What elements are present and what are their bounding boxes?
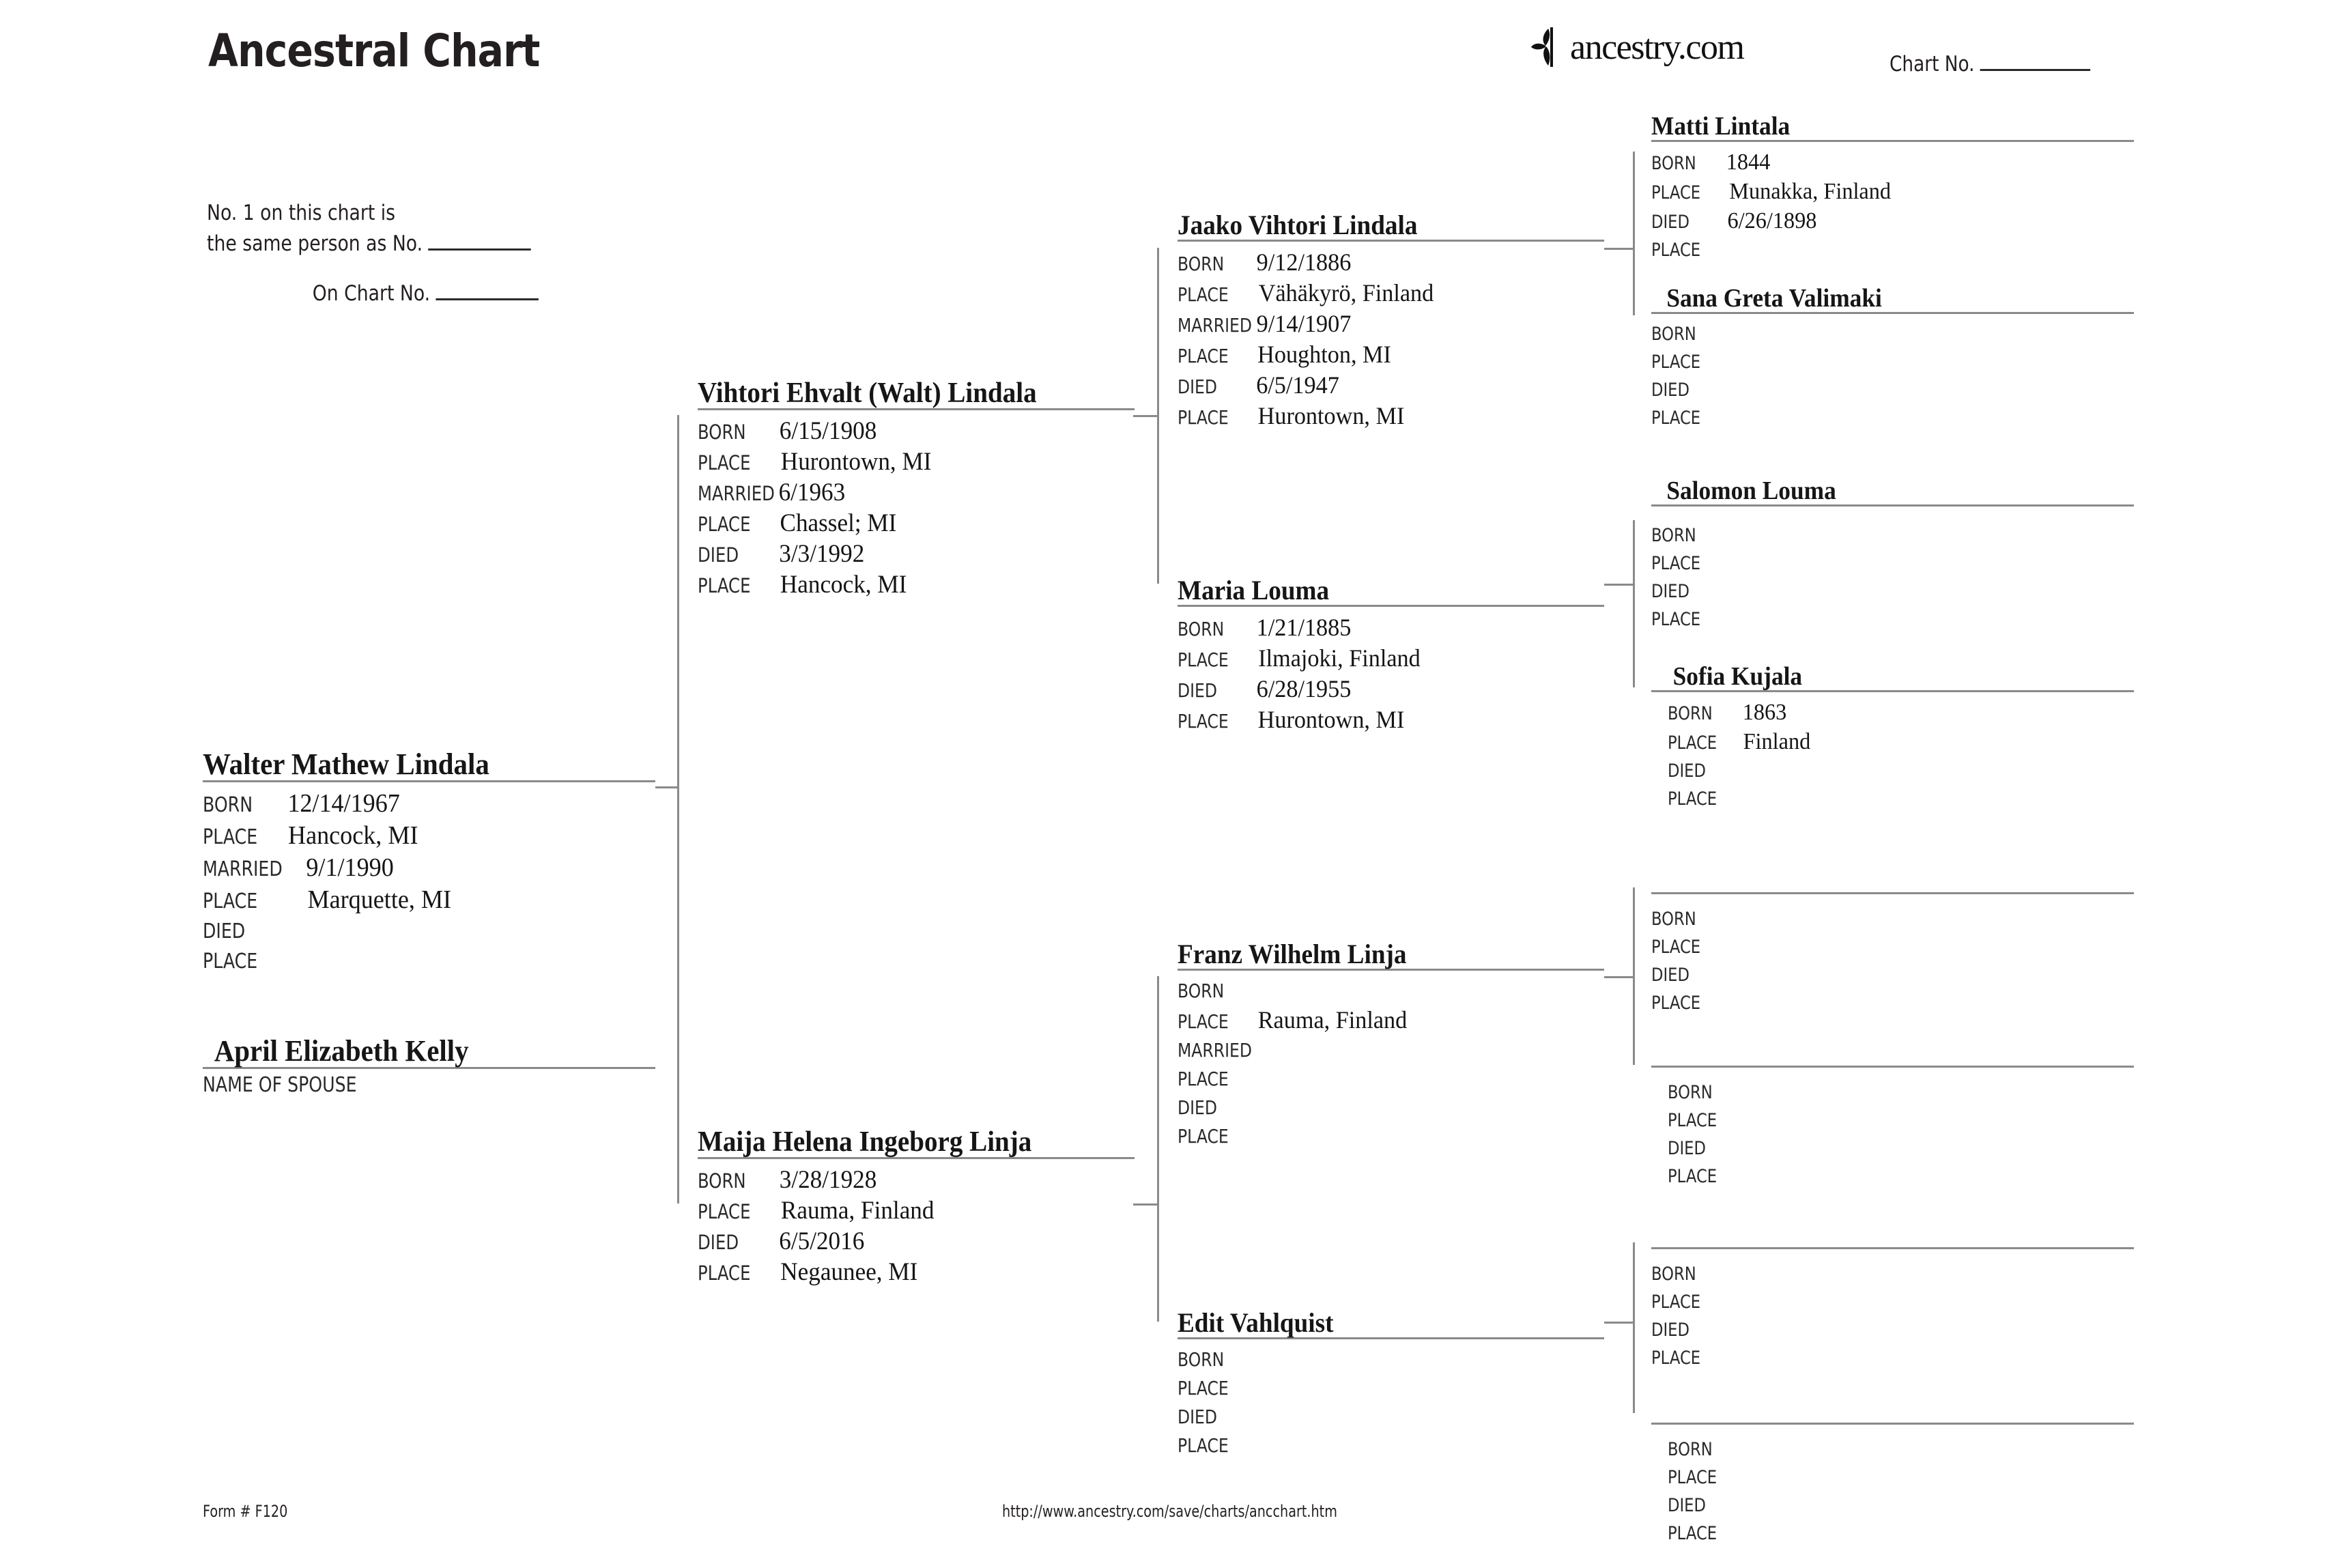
person-13-born-place-row[interactable] (1668, 1107, 2134, 1135)
person-1-married-row[interactable] (203, 853, 655, 885)
person-11-born-place-row[interactable] (1651, 728, 2134, 757)
person-15-name[interactable] (1651, 1396, 2100, 1423)
field-label-place: PLACE (1668, 1109, 1717, 1131)
field-label-died: DIED (1651, 580, 1690, 602)
person-15-born-place-row[interactable] (1668, 1464, 2134, 1492)
person-card-4[interactable] (1178, 212, 1604, 432)
person-7-name[interactable]: Edit Vahlquist (1178, 1307, 1334, 1338)
person-12-died-row[interactable] (1651, 961, 2134, 989)
field-label-place: PLACE (1178, 283, 1229, 306)
person-4-married-value[interactable]: 9/14/1907 (1256, 309, 1352, 337)
person-8-born-value[interactable]: 1844 (1726, 149, 1771, 175)
field-label-married: MARRIED (698, 481, 775, 505)
field-label-place: PLACE (1178, 1010, 1229, 1033)
person-10-born-row[interactable] (1651, 522, 2134, 550)
field-label-place: PLACE (698, 1199, 751, 1223)
field-label-place: PLACE (1651, 351, 1701, 373)
field-label-married: MARRIED (1178, 313, 1252, 337)
same-person-blank[interactable] (429, 248, 532, 251)
person-card-3[interactable] (698, 1128, 1135, 1288)
person-14-name[interactable] (1651, 1221, 2100, 1247)
field-label-died: DIED (1651, 1319, 1690, 1341)
field-label-place: PLACE (1178, 648, 1229, 671)
person-15-born-row[interactable] (1668, 1436, 2134, 1464)
person-14-born-row[interactable] (1651, 1260, 2134, 1288)
connector-gen3-lower-bracket (1157, 976, 1159, 1322)
chart-no-field[interactable] (1890, 52, 2090, 76)
person-card-13[interactable] (1651, 1039, 2134, 1191)
field-label-place: PLACE (1178, 405, 1229, 429)
field-label-born: BORN (1668, 1438, 1713, 1460)
person-6-born-place-row[interactable] (1178, 1006, 1604, 1036)
person-2-married-value[interactable]: 6/1963 (778, 478, 846, 507)
field-label-place: PLACE (1651, 552, 1701, 574)
field-label-place: PLACE (1668, 1466, 1717, 1488)
field-label-place: PLACE (1651, 992, 1701, 1014)
person-5-name[interactable]: Maria Louma (1178, 575, 1330, 605)
field-label-born: BORN (203, 793, 253, 817)
brand-name: ancestry.com (1570, 27, 1744, 67)
field-label-place: PLACE (203, 949, 258, 973)
field-label-died: DIED (1651, 964, 1690, 986)
field-label-place: PLACE (1178, 344, 1229, 367)
person-13-died-row[interactable] (1668, 1135, 2134, 1163)
person-9-born-place-row[interactable] (1651, 348, 2134, 376)
person-14-died-row[interactable] (1651, 1316, 2134, 1344)
person-11-born-place-value[interactable]: Finland (1743, 728, 1811, 754)
person-15-died-row[interactable] (1668, 1492, 2134, 1520)
person-2-name[interactable]: Vihtori Ehvalt (Walt) Lindala (698, 377, 1037, 409)
person-6-married-row[interactable] (1178, 1036, 1604, 1065)
field-label-place: PLACE (1178, 1067, 1229, 1090)
connector-gen3-p5-stub (1604, 584, 1635, 586)
person-2-married-place-row[interactable] (698, 509, 1135, 539)
connector-gen3-upper-bracket (1157, 248, 1159, 584)
person-10-died-place-row[interactable] (1651, 605, 2134, 633)
field-label-place: PLACE (1651, 608, 1701, 630)
footer-url: http://www.ancestry.com/save/charts/ancchart.htm (1002, 1502, 1337, 1521)
field-label-place: PLACE (203, 889, 258, 913)
connector-gen4-b1-bracket (1633, 152, 1635, 315)
person-2-married-place-value[interactable]: Chassel; MI (780, 509, 897, 537)
field-label-born: BORN (1178, 252, 1225, 275)
person-8-died-place-row[interactable] (1651, 236, 2134, 264)
person-4-died-place-value[interactable]: Hurontown, MI (1257, 401, 1405, 429)
person-6-married-place-row[interactable] (1178, 1065, 1604, 1094)
person-card-5[interactable] (1178, 577, 1604, 736)
person-4-born-place-row[interactable] (1178, 279, 1604, 309)
person-1-name[interactable]: Walter Mathew Lindala (203, 747, 489, 781)
instruction-line-3: On Chart No. (312, 281, 431, 306)
person-9-died-row[interactable] (1651, 376, 2134, 404)
field-label-died: DIED (203, 919, 246, 943)
person-5-died-row[interactable] (1178, 674, 1604, 705)
person-4-born-row[interactable] (1178, 248, 1604, 279)
person-5-died-place-row[interactable] (1178, 705, 1604, 736)
field-label-place: PLACE (203, 825, 258, 849)
person-card-14[interactable] (1651, 1221, 2134, 1372)
field-label-died: DIED (1651, 211, 1690, 233)
person-1-married-value[interactable]: 9/1/1990 (306, 853, 394, 882)
field-label-born: BORN (1178, 617, 1225, 640)
person-11-name[interactable]: Sofia Kujala (1672, 662, 1803, 691)
field-label-died: DIED (1668, 1494, 1706, 1516)
person-card-1[interactable] (203, 747, 655, 977)
field-label-died: DIED (1668, 1137, 1706, 1159)
field-label-place: PLACE (1178, 1124, 1229, 1148)
person-3-died-row[interactable] (698, 1227, 1135, 1257)
person-5-born-value[interactable]: 1/21/1885 (1256, 613, 1352, 641)
field-label-born: BORN (1651, 908, 1696, 930)
field-label-born: BORN (1668, 702, 1713, 724)
instruction-line-1: No. 1 on this chart is (207, 201, 396, 225)
connector-gen1-stub (655, 786, 679, 788)
chart-no-label: Chart No. (1890, 52, 1975, 76)
field-label-place: PLACE (1668, 732, 1717, 754)
person-2-born-row[interactable] (698, 416, 1135, 447)
person-6-born-place-value[interactable]: Rauma, Finland (1257, 1006, 1408, 1034)
person-2-died-value[interactable]: 3/3/1992 (779, 539, 865, 568)
person-1-born-value[interactable]: 12/14/1967 (287, 788, 400, 818)
person-8-died-row[interactable] (1651, 207, 2134, 236)
person-4-born-place-value[interactable]: Vähäkyrö, Finland (1258, 279, 1434, 307)
person-card-6[interactable] (1178, 941, 1604, 1151)
field-label-place: PLACE (1651, 239, 1701, 261)
person-3-born-place-row[interactable] (698, 1196, 1135, 1227)
person-14-died-place-row[interactable] (1651, 1344, 2134, 1372)
person-11-died-row[interactable] (1651, 757, 2134, 785)
field-label-place: PLACE (698, 512, 751, 536)
person-8-born-place-row[interactable] (1651, 177, 2134, 207)
person-card-10[interactable] (1651, 478, 2134, 633)
person-1-died-row[interactable] (203, 917, 655, 947)
field-label-died: DIED (1651, 379, 1690, 401)
person-3-died-place-row[interactable] (698, 1257, 1135, 1288)
field-label-married: MARRIED (203, 857, 283, 881)
field-label-born: BORN (1178, 979, 1225, 1002)
person-8-born-row[interactable] (1651, 148, 2134, 177)
person-1-married-place-row[interactable] (203, 885, 655, 917)
chart-no-blank[interactable] (1980, 69, 2091, 71)
person-2-died-place-row[interactable] (698, 570, 1135, 601)
field-label-place: PLACE (1668, 1165, 1717, 1187)
field-label-died: DIED (1668, 760, 1706, 782)
person-1-born-place-value[interactable]: Hancock, MI (288, 821, 418, 850)
person-8-name[interactable]: Matti Lintala (1651, 112, 1791, 141)
spouse-sublabel: NAME OF SPOUSE (203, 1072, 357, 1097)
field-label-place: PLACE (698, 1261, 751, 1285)
person-10-died-row[interactable] (1651, 578, 2134, 605)
field-label-place: PLACE (1668, 788, 1717, 810)
connector-gen4-b2-bracket (1633, 520, 1635, 687)
person-2-born-place-value[interactable]: Hurontown, MI (780, 447, 932, 476)
instructions-block (207, 198, 539, 309)
field-label-born: BORN (698, 420, 746, 444)
connector-gen2-mother-stub (1133, 1203, 1159, 1206)
person-5-died-value[interactable]: 6/28/1955 (1256, 674, 1352, 702)
spouse-name[interactable]: April Elizabeth Kelly (214, 1034, 469, 1068)
field-label-married: MARRIED (1178, 1038, 1252, 1061)
ancestry-leaf-icon (1528, 26, 1567, 68)
ancestry-brand-logo (1528, 26, 1743, 68)
person-8-born-place-value[interactable]: Munakka, Finland (1729, 178, 1892, 204)
person-6-died-row[interactable] (1178, 1094, 1604, 1122)
person-card-2[interactable] (698, 379, 1135, 601)
person-5-died-place-value[interactable]: Hurontown, MI (1257, 705, 1405, 733)
spouse-card[interactable] (203, 1036, 655, 1097)
person-5-born-place-row[interactable] (1178, 644, 1604, 674)
person-14-born-place-row[interactable] (1651, 1288, 2134, 1316)
field-label-died: DIED (1178, 1096, 1218, 1119)
person-11-born-value[interactable]: 1863 (1742, 699, 1787, 725)
person-1-married-place-value[interactable]: Marquette, MI (307, 885, 452, 914)
person-4-married-row[interactable] (1178, 309, 1604, 340)
field-label-place: PLACE (1651, 1291, 1701, 1313)
field-label-born: BORN (698, 1169, 746, 1193)
person-12-died-place-row[interactable] (1651, 989, 2134, 1017)
person-3-born-place-value[interactable]: Rauma, Finland (780, 1196, 935, 1225)
person-11-died-place-row[interactable] (1651, 785, 2134, 813)
person-8-died-value[interactable]: 6/26/1898 (1727, 208, 1817, 233)
person-7-died-row[interactable] (1178, 1403, 1604, 1431)
person-13-died-place-row[interactable] (1668, 1163, 2134, 1191)
person-3-died-value[interactable]: 6/5/2016 (779, 1227, 865, 1255)
connector-gen4-b4-bracket (1633, 1242, 1635, 1413)
person-card-15[interactable] (1651, 1396, 2134, 1548)
field-label-born: BORN (1651, 323, 1696, 345)
person-3-born-row[interactable] (698, 1165, 1135, 1196)
person-4-married-place-row[interactable] (1178, 340, 1604, 371)
field-label-place: PLACE (1651, 1347, 1701, 1369)
field-label-place: PLACE (1651, 182, 1701, 203)
field-label-place: PLACE (1178, 1376, 1229, 1399)
page-title: Ancestral Chart (208, 25, 540, 77)
field-label-place: PLACE (698, 451, 751, 474)
person-4-married-place-value[interactable]: Houghton, MI (1257, 340, 1391, 368)
connector-gen2-bracket (677, 415, 679, 1203)
connector-gen3-p4-stub (1604, 248, 1635, 250)
field-label-place: PLACE (1178, 1434, 1229, 1457)
connector-gen3-p6-stub (1604, 976, 1635, 978)
field-label-place: PLACE (698, 573, 751, 597)
person-2-married-row[interactable] (698, 478, 1135, 509)
person-12-born-place-row[interactable] (1651, 933, 2134, 961)
field-label-died: DIED (698, 1230, 739, 1254)
person-2-born-place-row[interactable] (698, 447, 1135, 478)
person-6-name[interactable]: Franz Wilhelm Linja (1178, 939, 1407, 969)
person-4-died-row[interactable] (1178, 371, 1604, 401)
field-label-born: BORN (1651, 524, 1696, 546)
person-2-died-row[interactable] (698, 539, 1135, 570)
field-label-died: DIED (1178, 679, 1218, 702)
person-2-died-place-value[interactable]: Hancock, MI (780, 570, 907, 599)
person-6-born-row[interactable] (1178, 977, 1604, 1006)
field-label-born: BORN (1178, 1348, 1225, 1371)
field-label-died: DIED (1178, 375, 1218, 398)
field-label-died: DIED (698, 543, 739, 567)
person-7-born-row[interactable] (1178, 1345, 1604, 1374)
person-13-name[interactable] (1651, 1039, 2100, 1066)
person-5-born-row[interactable] (1178, 613, 1604, 644)
person-card-7[interactable] (1178, 1309, 1604, 1460)
person-2-born-value[interactable]: 6/15/1908 (779, 416, 877, 445)
field-label-born: BORN (1668, 1081, 1713, 1103)
person-3-name[interactable]: Maija Helena Ingeborg Linja (698, 1126, 1032, 1158)
person-4-born-value[interactable]: 9/12/1886 (1256, 248, 1352, 276)
person-card-9[interactable] (1651, 285, 2134, 432)
person-4-name[interactable]: Jaako Vihtori Lindala (1178, 210, 1418, 240)
person-7-born-place-row[interactable] (1178, 1374, 1604, 1403)
person-10-born-place-row[interactable] (1651, 550, 2134, 578)
connector-gen3-p7-stub (1604, 1322, 1635, 1324)
person-3-born-value[interactable]: 3/28/1928 (779, 1165, 877, 1194)
person-card-8[interactable] (1651, 113, 2134, 264)
person-5-born-place-value[interactable]: Ilmajoki, Finland (1258, 644, 1421, 672)
person-3-died-place-value[interactable]: Negaunee, MI (780, 1257, 918, 1286)
field-label-place: PLACE (1651, 936, 1701, 958)
person-card-12[interactable] (1651, 866, 2134, 1017)
connector-gen2-father-stub (1133, 415, 1159, 417)
person-10-name[interactable]: Salomon Louma (1666, 476, 1836, 505)
person-13-born-row[interactable] (1668, 1079, 2134, 1107)
person-1-born-row[interactable] (203, 788, 655, 821)
on-chart-no-blank[interactable] (436, 298, 539, 300)
field-label-born: BORN (1651, 1263, 1696, 1285)
field-label-place: PLACE (1651, 407, 1701, 429)
person-12-name[interactable] (1651, 866, 2100, 892)
person-1-born-place-row[interactable] (203, 821, 655, 853)
person-15-died-place-row[interactable] (1668, 1520, 2134, 1548)
form-number: Form # F120 (203, 1502, 288, 1521)
connector-gen4-b3-bracket (1633, 887, 1635, 1065)
person-9-born-row[interactable] (1651, 320, 2134, 348)
field-label-born: BORN (1651, 152, 1696, 174)
field-label-place: PLACE (1178, 709, 1229, 732)
person-card-11[interactable] (1651, 664, 2134, 813)
person-9-died-place-row[interactable] (1651, 404, 2134, 432)
person-4-died-place-row[interactable] (1178, 401, 1604, 432)
person-4-died-value[interactable]: 6/5/1947 (1256, 371, 1339, 399)
instruction-line-2: the same person as No. (207, 231, 423, 256)
person-11-born-row[interactable] (1651, 698, 2134, 728)
person-1-died-place-row[interactable] (203, 947, 655, 977)
person-7-died-place-row[interactable] (1178, 1431, 1604, 1460)
field-label-place: PLACE (1668, 1522, 1717, 1544)
person-12-born-row[interactable] (1651, 905, 2134, 933)
person-9-name[interactable]: Sana Greta Valimaki (1666, 284, 1882, 313)
field-label-died: DIED (1178, 1405, 1218, 1428)
person-6-died-place-row[interactable] (1178, 1122, 1604, 1151)
